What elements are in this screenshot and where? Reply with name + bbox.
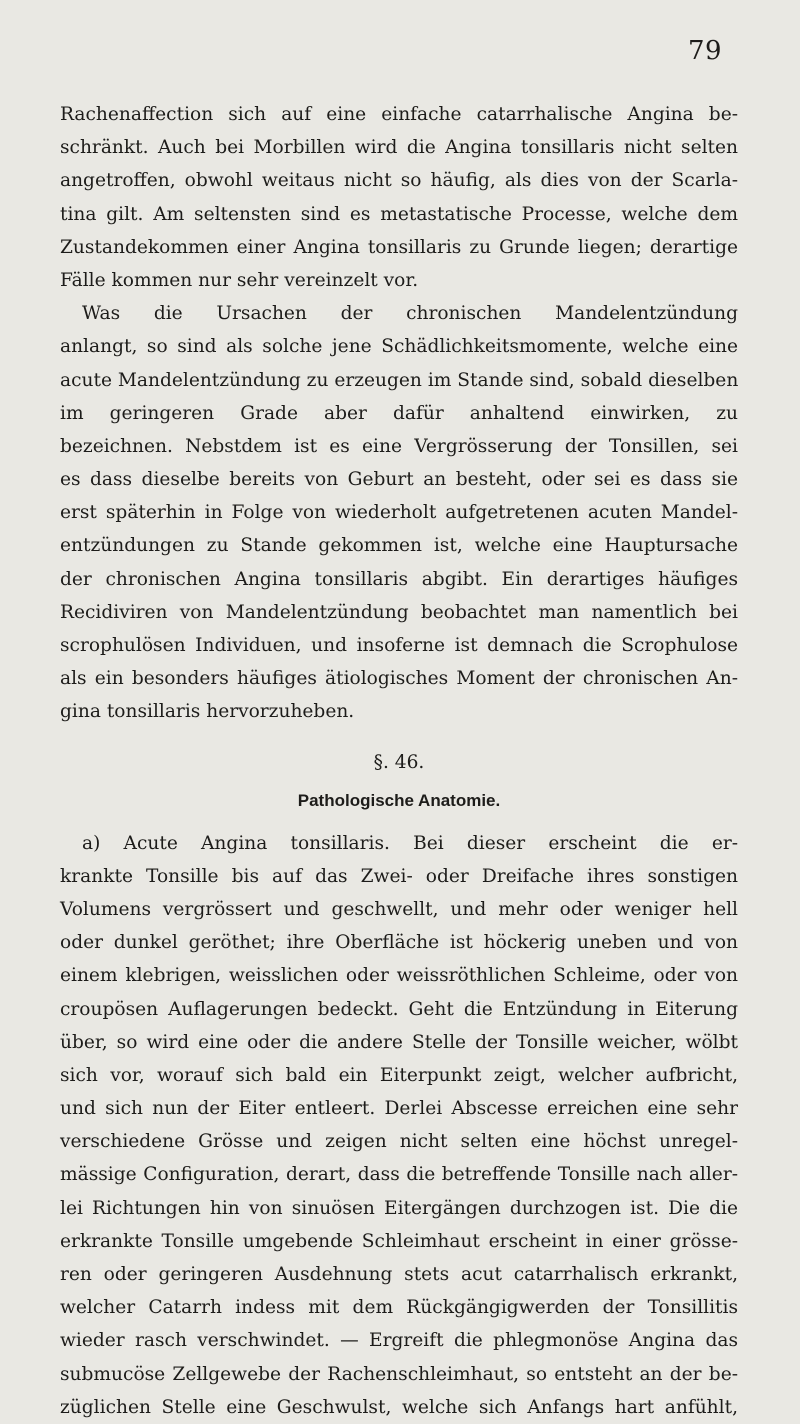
text-line: Zustandekommen einer Angina tonsillaris zu Grunde liegen; derartige <box>60 236 738 258</box>
text-line: Was die Ursachen der chronischen Mandelentzündung <box>82 303 738 325</box>
page-number: 79 <box>688 36 723 66</box>
text-line: über, so wird eine oder die andere Stelle der Tonsille weicher, wölbt <box>60 1031 738 1053</box>
text-line: angetroffen, obwohl weitaus nicht so häufig, als dies von der Scarla- <box>60 170 738 192</box>
text-line: der chronischen Angina tonsillaris abgibt. Ein derartiges häufiges <box>60 568 738 590</box>
paragraph-rachenaffection <box>60 98 738 297</box>
text-line: gina tonsillaris hervorzuheben. <box>60 701 355 723</box>
paragraph-acute-angina <box>60 827 738 1424</box>
text-line: schränkt. Auch bei Morbillen wird die Angina tonsillaris nicht selten <box>60 137 738 159</box>
body-text <box>60 98 738 1424</box>
text-line: erst späterhin in Folge von wiederholt aufgetretenen acuten Mandel- <box>60 502 738 524</box>
text-line: erkrankte Tonsille umgebende Schleimhaut erscheint in einer grösse- <box>60 1230 738 1252</box>
text-line: Rachenaffection sich auf eine einfache catarrhalische Angina be- <box>60 104 738 125</box>
section-number: §. 46. <box>373 751 425 773</box>
text-line: oder dunkel geröthet; ihre Oberfläche ist höckerig uneben und von <box>60 932 738 954</box>
text-line: sich vor, worauf sich bald ein Eiterpunkt zeigt, welcher aufbricht, <box>60 1064 738 1086</box>
section-heading: Pathologische Anatomie. <box>297 790 501 810</box>
text-line: welcher Catarrh indess mit dem Rückgängigwerden der Tonsillitis <box>60 1297 738 1319</box>
text-line: ren oder geringeren Ausdehnung stets acut catarrhalisch erkrankt, <box>60 1264 738 1285</box>
text-line: Fälle kommen nur sehr vereinzelt vor. <box>60 269 419 291</box>
text-line: a) Acute Angina tonsillaris. Bei dieser erscheint die er- <box>82 832 738 854</box>
text-line: croupösen Auflagerungen bedeckt. Geht die Entzündung in Eiterung <box>60 998 738 1020</box>
text-line: einem klebrigen, weisslichen oder weissröthlichen Schleime, oder von <box>60 965 738 987</box>
text-line: krankte Tonsille bis auf das Zwei- oder Dreifache ihres sonstigen <box>60 865 738 887</box>
text-line: entzündungen zu Stande gekommen ist, welche eine Hauptursache <box>60 535 738 557</box>
text-line: anlangt, so sind als solche jene Schädlichkeitsmomente, welche eine <box>60 336 738 358</box>
text-line: submucöse Zellgewebe der Rachenschleimhaut, so entsteht an der be- <box>60 1363 738 1385</box>
text-line: scrophulösen Individuen, und insoferne ist demnach die Scrophulose <box>60 635 738 656</box>
text-line: es dass dieselbe bereits von Geburt an besteht, oder sei es dass sie <box>60 469 738 491</box>
text-line: tina gilt. Am seltensten sind es metastatische Processe, welche dem <box>60 203 738 225</box>
text-line: Recidiviren von Mandelentzündung beobachtet man namentlich bei <box>60 601 738 623</box>
text-line: und sich nun der Eiter entleert. Derlei Abscesse erreichen eine sehr <box>60 1098 738 1120</box>
paragraph-chronic-causes <box>60 297 738 728</box>
text-line: Volumens vergrössert und geschwellt, und mehr oder weniger hell <box>60 898 738 920</box>
text-line: bezeichnen. Nebstdem ist es eine Vergrösserung der Tonsillen, sei <box>60 435 738 457</box>
text-line: als ein besonders häufiges ätiologisches Moment der chronischen An- <box>60 668 738 690</box>
text-line: im geringeren Grade aber dafür anhaltend einwirken, zu <box>60 402 738 424</box>
text-line: lei Richtungen hin von sinuösen Eitergängen durchzogen ist. Die die <box>60 1197 738 1219</box>
text-line: verschiedene Grösse und zeigen nicht selten eine höchst unregel- <box>60 1131 738 1153</box>
text-line: acute Mandelentzündung zu erzeugen im Stande sind, sobald dieselben <box>60 369 739 391</box>
text-line: mässige Configuration, derart, dass die betreffende Tonsille nach aller- <box>60 1164 738 1186</box>
text-line: züglichen Stelle eine Geschwulst, welche sich Anfangs hart anfühlt, <box>60 1396 738 1418</box>
text-line: wieder rasch verschwindet. — Ergreift die phlegmonöse Angina das <box>60 1330 738 1352</box>
